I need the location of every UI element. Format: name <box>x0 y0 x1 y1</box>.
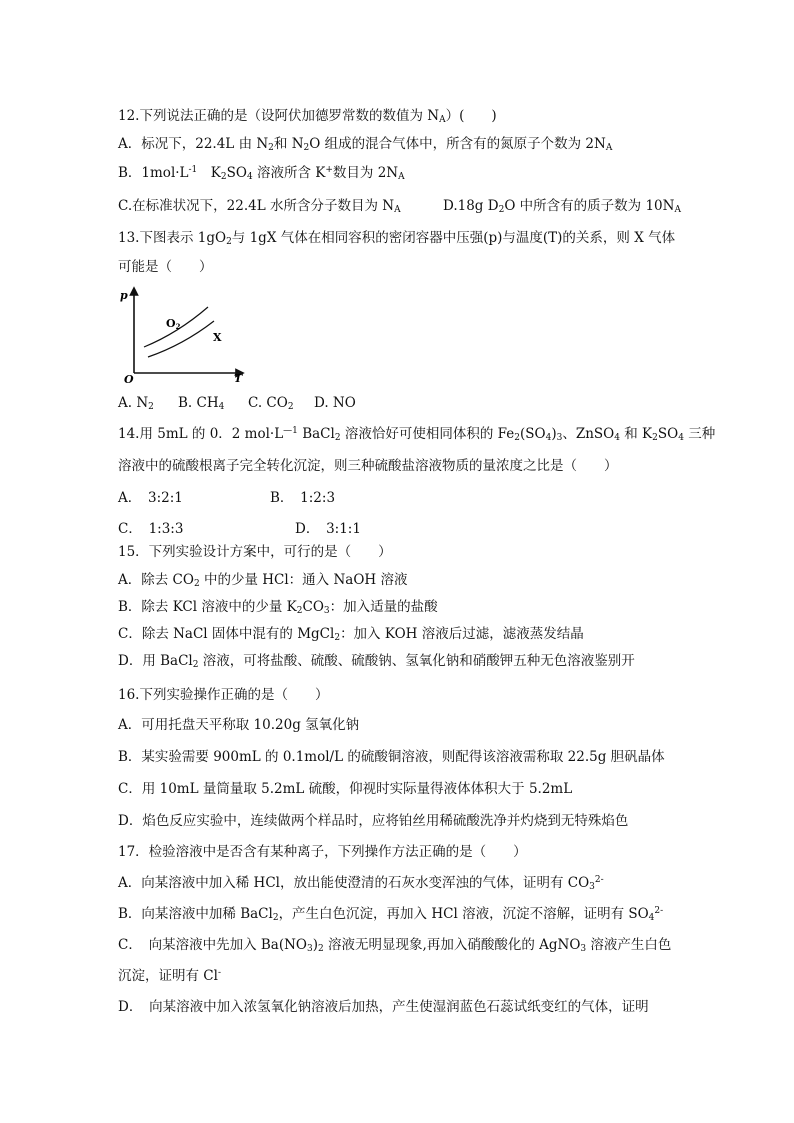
x-curve <box>148 321 214 357</box>
q14-stem-line1: 14.用 5mL 的 0．2 $mol\cdot L^{—1}$ BaCl$_2$ 溶液恰好可使相同体积的 $Fe_2(SO_4)_3$、ZnSO$_4$ 和 $K_2SO_4$ 三种 <box>118 426 716 443</box>
q17-stem: 17．检验溶液中是否含有某种离子，下列操作方法正确的是（ ） <box>118 844 527 860</box>
q12-options-cd <box>118 197 681 215</box>
q12-stem: 12.下列说法正确的是（设阿伏加德罗常数的数值为 $N_A$）( ) <box>118 108 497 125</box>
q13-option-d: D. NO <box>314 395 356 411</box>
y-axis-label: p <box>120 289 128 302</box>
q16-option-c: C．用 10mL 量筒量取 5.2mL 硫酸，仰视时实际量得液体体积大于 5.2mL <box>118 781 573 797</box>
q15-option-b: B．除去 KCl 溶液中的少量 $K_2CO_3$：加入适量的盐酸 <box>118 599 438 616</box>
q15-option-d: D．用 BaCl$_2$ 溶液，可将盐酸、硫酸、硫酸钠、氢氧化钠和硝酸钾五种无色溶液鉴别开 <box>118 653 635 670</box>
q12-option-b: B．$1mol\cdot L^{-1}$ $K_2SO_4$ 溶液所含 K+数目为 $2N_A$ <box>118 165 405 182</box>
q14-options-ab <box>118 489 335 507</box>
q15-option-a: A．除去 $CO_2$ 中的少量 HCl：通入 NaOH 溶液 <box>118 572 408 589</box>
q16-option-b: B．某实验需要 900mL 的 0.1mol/L 的硫酸铜溶液，则配得该溶液需称取 22.5g 胆矾晶体 <box>118 749 665 765</box>
q16-stem: 16.下列实验操作正确的是（ ） <box>118 687 329 703</box>
q12-option-c: C.在标准状况下，22.4L 水所含分子数目为 $N_A$ <box>118 198 401 215</box>
q12-option-a: A．标况下，22.4L 由 $N_2$和 $N_2O$ 组成的混合气体中，所含有的氮原子个数为 $2N_A$ <box>118 136 613 153</box>
q17-option-c-line1: C． 向某溶液中先加入 $Ba(NO_3)_2$ 溶液无明显现象,再加入硝酸酸化的 AgNO$_3$ 溶液产生白色 <box>118 937 672 954</box>
q16-option-d: D．焰色反应实验中，连续做两个样品时，应将铂丝用稀硫酸洗净并灼烧到无特殊焰色 <box>118 813 629 829</box>
q14-stem-line2: 溶液中的硫酸根离子完全转化沉淀，则三种硫酸盐溶液物质的量浓度之比是（ ） <box>118 458 618 474</box>
x-axis-label: T <box>234 372 243 385</box>
q17-option-a: A．向某溶液中加入稀 HCl，放出能使澄清的石灰水变浑浊的气体，证明有 $CO_3^{2-}$ <box>118 875 604 892</box>
q15-stem: 15．下列实验设计方案中，可行的是（ ） <box>118 544 392 560</box>
q13-option-a: A. $N_2$ <box>118 395 154 412</box>
q13-stem-line1: 13.下图表示 $1gO_2$与 1gX 气体在相同容积的密闭容器中压强(p)与温度(T)的关系，则 X 气体 <box>118 230 676 247</box>
q17-option-d: D． 向某溶液中加入浓氢氧化钠溶液后加热，产生使湿润蓝色石蕊试纸变红的气体，证明 <box>118 999 649 1015</box>
q13-stem-line2: 可能是（ ） <box>118 259 213 275</box>
q17-option-c-line2: 沉淀，证明有 Cl- <box>118 968 221 984</box>
q13-option-b: B. $CH_4$ <box>178 395 225 412</box>
q13-options <box>118 394 356 412</box>
o2-curve-label: O2 <box>166 317 181 331</box>
origin-label: O <box>124 373 134 385</box>
q14-option-d: D． 3:1:1 <box>295 521 361 537</box>
q14-option-b: B． 1:2:3 <box>270 490 336 506</box>
q17-option-b: B．向某溶液中加稀 BaCl$_2$，产生白色沉淀，再加入 HCl 溶液，沉淀不溶解，证明有 $SO_4^{2-}$ <box>118 906 664 923</box>
q13-option-c: C. $CO_2$ <box>248 395 294 412</box>
q16-option-a: A．可用托盘天平称取 10.20g 氢氧化钠 <box>118 717 360 733</box>
x-curve-label: X <box>213 331 222 344</box>
q15-option-c: C．除去 NaCl 固体中混有的 MgCl$_2$：加入 KOH 溶液后过滤，滤液蒸发结晶 <box>118 626 584 643</box>
q14-option-c: C． 1:3:3 <box>118 521 184 537</box>
q12-option-d: D.18g $D_2O$ 中所含有的质子数为 $10N_A$ <box>443 198 681 215</box>
q14-option-a: A． 3:2:1 <box>118 490 183 506</box>
pressure-temperature-graph <box>118 285 258 385</box>
q14-options-cd <box>118 520 361 538</box>
